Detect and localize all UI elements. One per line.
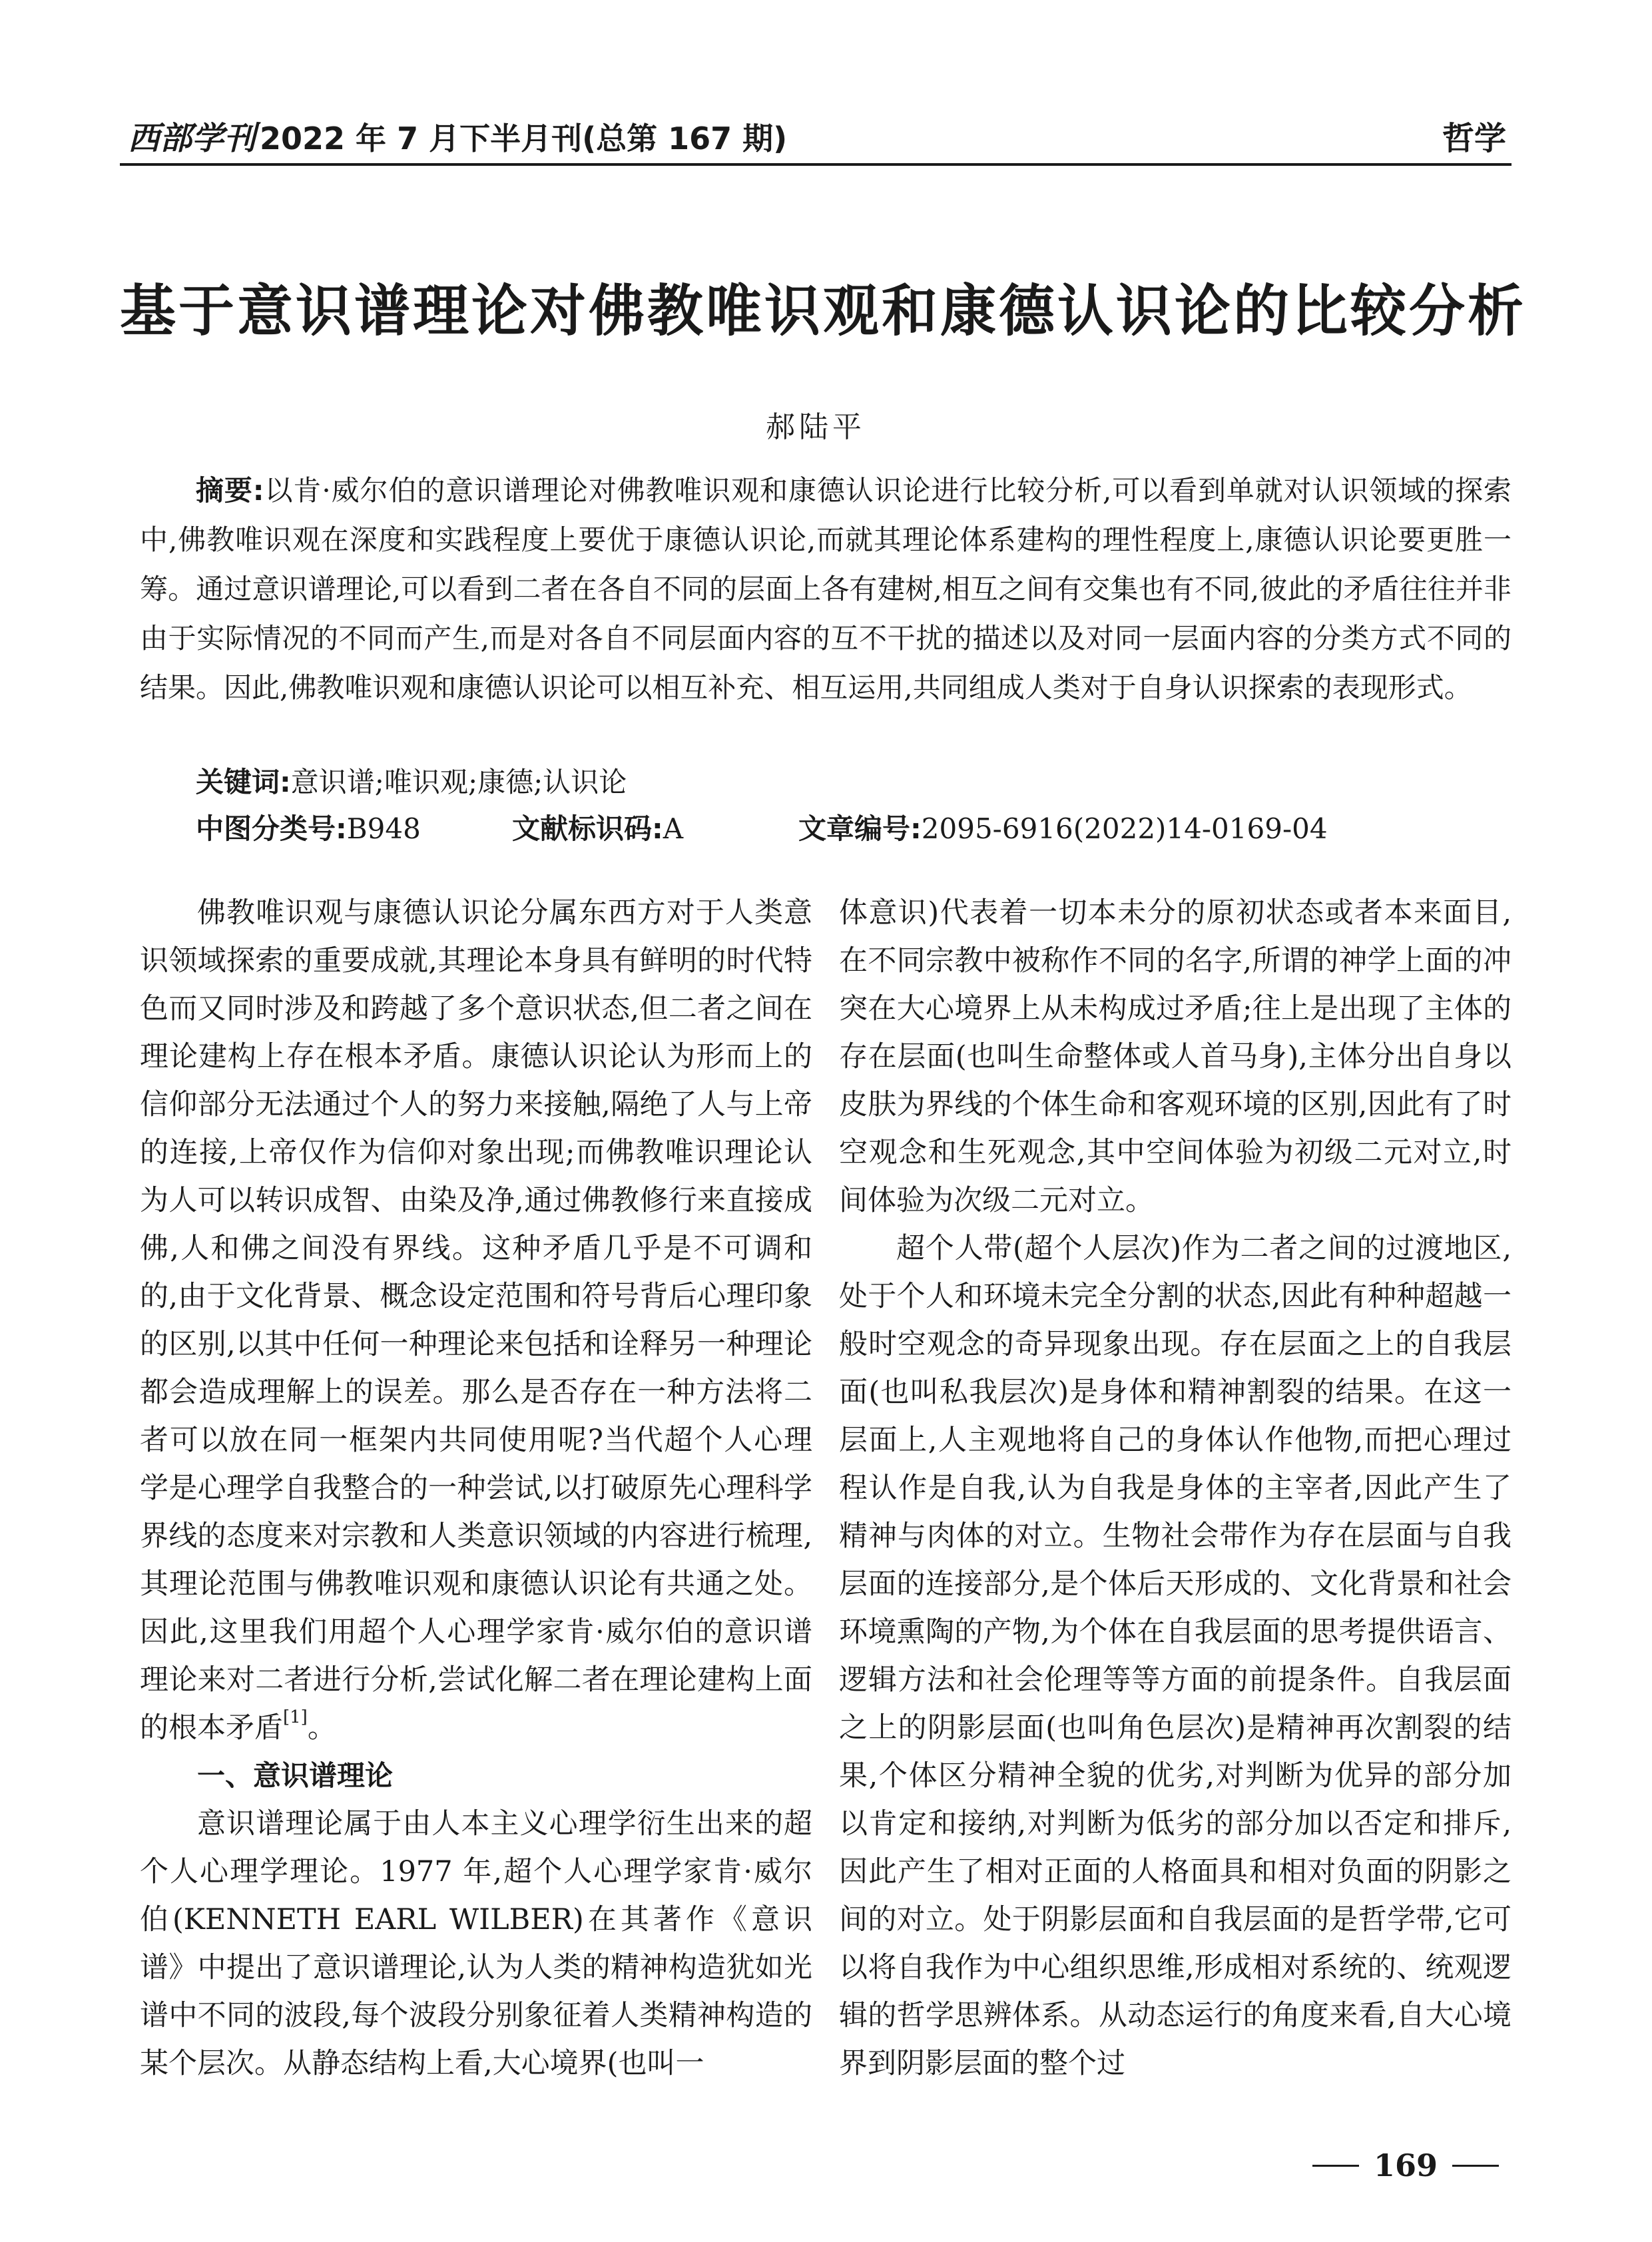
section-label: 哲学 [1442,120,1506,157]
page-dash-left [1312,2165,1359,2167]
issue-label: 2022 年 7 月下半月刊(总第 167 期) [260,121,788,156]
abstract-label: 摘要: [196,474,264,507]
article-title: 基于意识谱理论对佛教唯识观和康德认识论的比较分析 [120,278,1527,344]
journal-logo: 西部学刊 [128,120,256,157]
keywords-label: 关键词: [196,766,291,798]
document-code: 文献标识码:A [512,812,684,845]
keywords-text: 意识谱;唯识观;康德;认识论 [290,766,627,798]
section-heading: 一、意识谱理论 [197,1759,394,1792]
author-name: 郝陆平 [766,410,866,444]
body-column-right [839,889,1512,2088]
page-dash-right [1452,2165,1499,2167]
body-paragraph: 意识谱理论属于由人本主义心理学衍生出来的超个人心理学理论。1977 年,超个人心理学家肯·威尔伯(KENNETH EARL WILBER)在其著作《意识谱》中提出了意识谱理论,认为人类的精神构造犹如光谱中不同的波段,每个波段分别象征着人类精神构造的某个层次。从静态结构上看,大心境界(也叫一 [140,1807,812,2080]
abstract [140,466,1512,712]
body-paragraph: 佛教唯识观与康德认识论分属东西方对于人类意识领域探索的重要成就,其理论本身具有鲜明的时代特色而又同时涉及和跨越了多个意识状态,但二者之间在理论建构上存在根本矛盾。康德认识论认为形而上的信仰部分无法通过个人的努力来接触,隔绝了人与上帝的连接,上帝仅作为信仰对象出现;而佛教唯识理论认为人可以转识成智、由染及净,通过佛教修行来直接成佛,人和佛之间没有界线。这种矛盾几乎是不可调和的,由于文化背景、概念设定范围和符号背后心理印象的区别,以其中任何一种理论来包括和诠释另一种理论都会造成理解上的误差。那么是否存在一种方法将二者可以放在同一框架内共同使用呢?当代超个人心理学是心理学自我整合的一种尝试,以打破原先心理科学界线的态度来对宗教和人类意识领域的内容进行梳理,其理论范围与佛教唯识观和康德认识论有共通之处。因此,这里我们用超个人心理学家肯·威尔伯的意识谱理论来对二者进行分析,尝试化解二者在理论建构上面的根本矛盾[1]。 [140,896,812,1745]
clc-number: 中图分类号:B948 [196,812,421,845]
abstract-text: 以肯·威尔伯的意识谱理论对佛教唯识观和康德认识论进行比较分析,可以看到单就对认识领域的探索中,佛教唯识观在深度和实践程度上要优于康德认识论,而就其理论体系建构的理性程度上,康德认识论要更胜一筹。通过意识谱理论,可以看到二者在各自不同的层面上各有建树,相互之间有交集也有不同,彼此的矛盾往往并非由于实际情况的不同而产生,而是对各自不同层面内容的互不干扰的描述以及对同一层面内容的分类方式不同的结果。因此,佛教唯识观和康德认识论可以相互补充、相互运用,共同组成人类对于自身认识探索的表现形式。 [140,474,1512,704]
body-paragraph: 超个人带(超个人层次)作为二者之间的过渡地区,处于个人和环境未完全分割的状态,因此有种种超越一般时空观念的奇异现象出现。存在层面之上的自我层面(也叫私我层次)是身体和精神割裂的结果。在这一层面上,人主观地将自己的身体认作他物,而把心理过程认作是自我,认为自我是身体的主宰者,因此产生了精神与肉体的对立。生物社会带作为存在层面与自我层面的连接部分,是个体后天形成的、文化背景和社会环境熏陶的产物,为个体在自我层面的思考提供语言、逻辑方法和社会伦理等等方面的前提条件。自我层面之上的阴影层面(也叫角色层次)是精神再次割裂的结果,个体区分精神全貌的优劣,对判断为优异的部分加以肯定和接纳,对判断为低劣的部分加以否定和排斥,因此产生了相对正面的人格面具和相对负面的阴影之间的对立。处于阴影层面和自我层面的是哲学带,它可以将自我作为中心组织思维,形成相对系统的、统观逻辑的哲学思辨体系。从动态运行的角度来看,自大心境界到阴影层面的整个过 [839,1232,1512,2080]
keywords [196,760,627,800]
journal-issue [128,113,787,158]
body-column-left [140,889,812,2088]
citation-ref: [1] [283,1707,308,1727]
running-header [120,110,1512,166]
body-paragraph: 体意识)代表着一切本未分的原初状态或者本来面目,在不同宗教中被称作不同的名字,所谓的神学上面的冲突在大心境界上从未构成过矛盾;往上是出现了主体的存在层面(也叫生命整体或人首马身),主体分出自身以皮肤为界线的个体生命和客观环境的区别,因此有了时空观念和生死观念,其中空间体验为初级二元对立,时间体验为次级二元对立。 [839,896,1512,1217]
page-number: 169 [1312,2147,1499,2183]
article-number: 文章编号:2095-6916(2022)14-0169-04 [798,812,1328,845]
